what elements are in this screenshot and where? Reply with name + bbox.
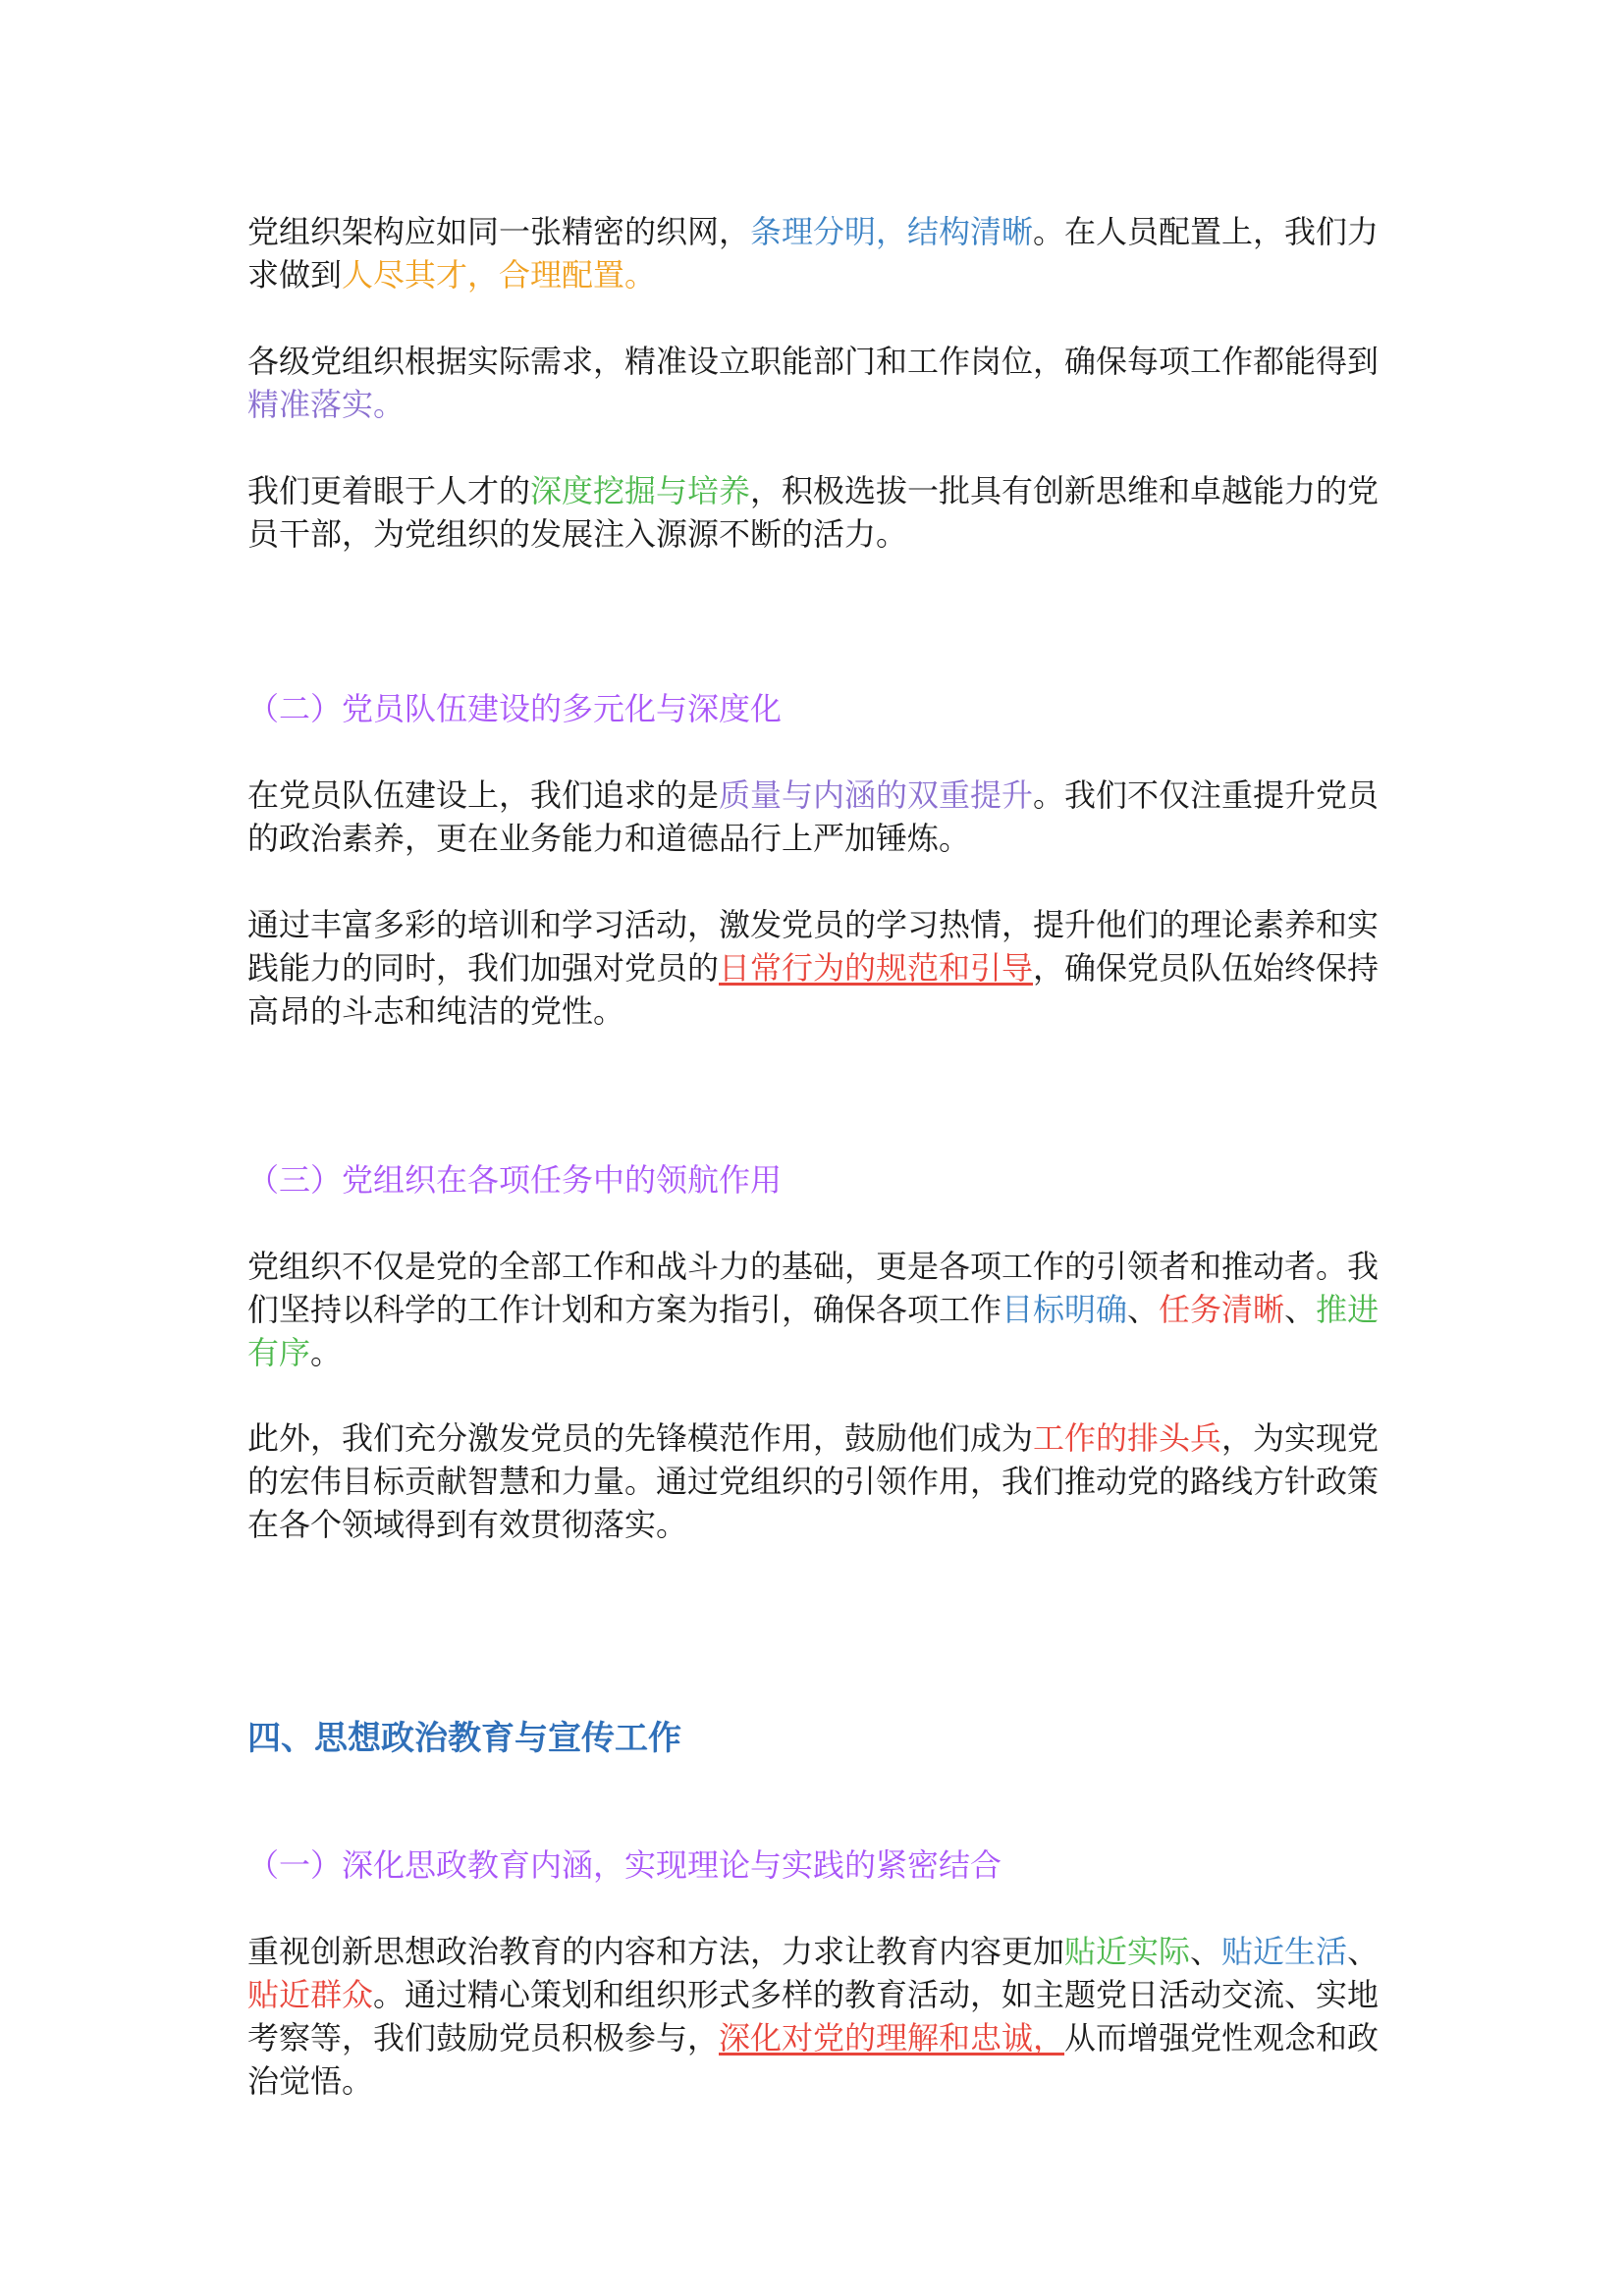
p8-run: 、 xyxy=(1190,1933,1222,1970)
p7-run: 工作的排头兵 xyxy=(1033,1419,1222,1457)
paragraph-foundation xyxy=(247,1245,1386,1374)
p2-run: 各级党组织根据实际需求，精准设立职能部门和工作岗位，确保每项工作都能得到 xyxy=(247,343,1380,380)
p8-run: 从而增强党性观念和政治觉悟。 xyxy=(247,2019,1380,2100)
sub3-run: （三）党组织在各项任务中的领航作用 xyxy=(247,1161,783,1199)
p6-run: 、 xyxy=(1284,1291,1317,1328)
h4-run: 四、思想政治教育与宣传工作 xyxy=(247,1719,681,1758)
paragraph-team-quality xyxy=(247,774,1386,860)
p3-run: 深度挖掘与培养 xyxy=(530,472,751,509)
p5-run: 通过丰富多彩的培训和学习活动，激发党员的学习热情，提升他们的理论素养和实践能力的同时，我们加强对党员的 xyxy=(247,906,1380,987)
subheading-leading-role xyxy=(247,1158,1386,1201)
paragraph-education-content xyxy=(247,1930,1386,2103)
p1-run: 条理分明，结构清晰 xyxy=(750,213,1034,250)
paragraph-talent-cultivation xyxy=(247,469,1386,556)
sub41-run: （一）深化思政教育内涵，实现理论与实践的紧密结合 xyxy=(247,1846,1002,1884)
p6-run: 。 xyxy=(310,1334,343,1371)
p8-run: 、 xyxy=(1347,1933,1380,1970)
p7-run: ，为实现党的宏伟目标贡献智慧和力量。通过党组织的引领作用，我们推动党的路线方针政策在各个领域得到有效贯彻落实。 xyxy=(247,1419,1380,1543)
p1-run: 。在人员配置上，我们力求做到 xyxy=(247,213,1380,294)
paragraph-department-setup xyxy=(247,340,1386,426)
section-heading-ideological-education xyxy=(247,1716,1386,1761)
p8-run: 贴近群众 xyxy=(247,1976,374,2013)
subheading-member-team xyxy=(247,687,1386,730)
p6-run: 任务清晰 xyxy=(1159,1291,1285,1328)
p1-run: 人尽其才，合理配置。 xyxy=(342,256,657,294)
p4-run: 质量与内涵的双重提升 xyxy=(719,776,1034,814)
p5-run: ，确保党员队伍始终保持高昂的斗志和纯洁的党性。 xyxy=(247,949,1380,1030)
p5-run: 日常行为的规范和引导 xyxy=(719,949,1034,987)
p4-run: 。我们不仅注重提升党员的政治素养，更在业务能力和道德品行上严加锤炼。 xyxy=(247,776,1380,857)
p8-run: 贴近生活 xyxy=(1221,1933,1348,1970)
sub2-run: （二）党员队伍建设的多元化与深度化 xyxy=(247,690,783,727)
paragraph-vanguard xyxy=(247,1416,1386,1546)
p8-run: 重视创新思想政治教育的内容和方法，力求让教育内容更加 xyxy=(247,1933,1065,1970)
p3-run: 我们更着眼于人才的 xyxy=(247,472,531,509)
p6-run: 党组织不仅是党的全部工作和战斗力的基础，更是各项工作的引领者和推动者。我们坚持以科学的工作计划和方案为指引，确保各项工作 xyxy=(247,1248,1380,1328)
p8-run: 。通过精心策划和组织形式多样的教育活动，如主题党日活动交流、实地考察等，我们鼓励党员积极参与， xyxy=(247,1976,1380,2056)
p6-run: 目标明确 xyxy=(1001,1291,1128,1328)
p8-run: 深化对党的理解和忠诚， xyxy=(719,2019,1065,2056)
paragraph-training xyxy=(247,903,1386,1033)
p3-run: ，积极选拔一批具有创新思维和卓越能力的党员干部，为党组织的发展注入源源不断的活力。 xyxy=(247,472,1380,553)
p1-run: 党组织架构应如同一张精密的织网， xyxy=(247,213,751,250)
p2-run: 精准落实。 xyxy=(247,386,406,423)
paragraph-org-structure xyxy=(247,210,1386,296)
p7-run: 此外，我们充分激发党员的先锋模范作用，鼓励他们成为 xyxy=(247,1419,1034,1457)
p6-run: 推进有序 xyxy=(247,1291,1380,1371)
p8-run: 贴近实际 xyxy=(1064,1933,1191,1970)
p4-run: 在党员队伍建设上，我们追求的是 xyxy=(247,776,720,814)
p6-run: 、 xyxy=(1127,1291,1160,1328)
subheading-deepen-education xyxy=(247,1843,1386,1887)
